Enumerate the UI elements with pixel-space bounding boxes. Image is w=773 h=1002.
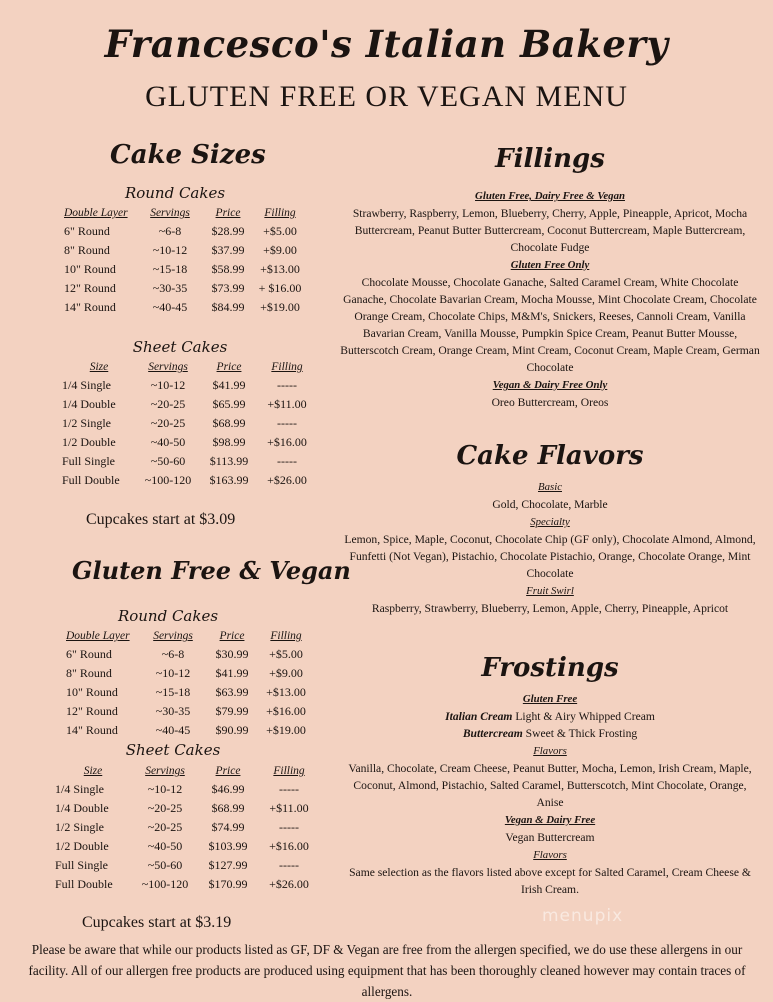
servings-cell: ~10-12 xyxy=(150,378,186,392)
fillings-gf-df-vegan-list: Strawberry, Raspberry, Lemon, Blueberry, Cherry, Apple, Pineapple, Apricot, Mocha Buttercream, Peanut Butter Buttercream, Coconut Buttercream, Maple Buttercream, Chocolate Fudge xyxy=(352,207,748,254)
filling-cell: +$16.00 xyxy=(266,704,306,718)
column-header: Price xyxy=(219,630,245,642)
gf-sheet-cakes-table xyxy=(55,762,321,894)
table-row xyxy=(55,818,321,837)
size-cell: 1/2 Double xyxy=(62,435,116,449)
filling-cell: +$26.00 xyxy=(267,473,307,487)
frostings-vegan-flavors-label: Flavors xyxy=(533,849,567,861)
table-row xyxy=(55,875,321,894)
allergen-disclaimer: Please be aware that while our products listed as GF, DF & Vegan are free from the allergen specified, we do use these allergens in our facility. All of our allergen free products are produced using equipment that has been thoroughly cleaned however may contain traces of allergens. xyxy=(28,942,746,999)
column-header: Price xyxy=(215,207,241,219)
table-row xyxy=(64,241,304,260)
table-header-row xyxy=(55,762,321,780)
column-header: Filling xyxy=(271,361,303,373)
flavors-fruit-swirl-label: Fruit Swirl xyxy=(526,585,574,597)
buttercream-desc: Sweet & Thick Frosting xyxy=(525,727,638,740)
table-row xyxy=(55,799,321,818)
size-cell: Full Double xyxy=(62,473,120,487)
table-row xyxy=(66,721,312,740)
flavors-specialty-list: Lemon, Spice, Maple, Coconut, Chocolate Chip (GF only), Chocolate Almond, Almond, Funfetti (Not Vegan), Pistachio, Chocolate Pistachio, Orange, Chocolate Orange, Mint Chocolate xyxy=(344,533,756,580)
frostings-gf-label: Gluten Free xyxy=(522,693,578,705)
filling-cell: ----- xyxy=(277,416,297,430)
table-row xyxy=(62,414,316,433)
filling-cell: +$19.00 xyxy=(260,300,300,314)
servings-cell: ~40-45 xyxy=(152,300,188,314)
filling-cell: +$9.00 xyxy=(263,243,297,257)
fillings-vegan-df-label: Vegan & Dairy Free Only xyxy=(492,379,608,391)
cake-flavors-heading: Cake Flavors xyxy=(456,441,644,471)
flavors-specialty-label: Specialty xyxy=(530,516,570,528)
column-header: Double Layer xyxy=(64,207,128,219)
fillings-heading: Fillings xyxy=(495,144,605,174)
column-header: Size xyxy=(83,765,103,777)
price-cell: $28.99 xyxy=(211,224,245,238)
filling-cell: +$9.00 xyxy=(269,666,303,680)
filling-cell: +$11.00 xyxy=(269,801,309,815)
servings-cell: ~6-8 xyxy=(158,224,182,238)
price-cell: $58.99 xyxy=(211,262,245,276)
size-cell: Full Single xyxy=(55,858,109,872)
size-cell: 1/2 Double xyxy=(55,839,109,853)
frostings-flavors-label: Flavors xyxy=(533,745,567,757)
flavors-basic-label: Basic xyxy=(538,481,562,493)
sheet-cakes-title: Sheet Cakes xyxy=(132,338,228,356)
price-cell: $163.99 xyxy=(209,473,249,487)
price-cell: $98.99 xyxy=(212,435,246,449)
servings-cell: ~30-35 xyxy=(155,704,191,718)
table-header-row xyxy=(62,358,316,376)
frostings-vegan-list: Vegan Buttercream xyxy=(505,831,595,844)
size-cell: 14" Round xyxy=(66,723,118,737)
flavors-fruit-swirl-list: Raspberry, Strawberry, Blueberry, Lemon, Apple, Cherry, Pineapple, Apricot xyxy=(371,602,729,615)
gf-round-cakes-title: Round Cakes xyxy=(117,607,219,625)
size-cell: 10" Round xyxy=(64,262,116,276)
size-cell: Full Single xyxy=(62,454,116,468)
servings-cell: ~40-45 xyxy=(155,723,191,737)
size-cell: 6" Round xyxy=(66,647,112,661)
servings-cell: ~10-12 xyxy=(152,243,188,257)
price-cell: $68.99 xyxy=(212,416,246,430)
price-cell: $37.99 xyxy=(211,243,245,257)
size-cell: 8" Round xyxy=(64,243,110,257)
table-row xyxy=(66,702,312,721)
table-row xyxy=(66,664,312,683)
servings-cell: ~100-120 xyxy=(141,877,189,891)
gf-sheet-cakes-title: Sheet Cakes xyxy=(125,741,221,759)
servings-cell: ~20-25 xyxy=(147,801,183,815)
size-cell: 1/4 Single xyxy=(55,782,105,796)
size-cell: 1/4 Double xyxy=(62,397,116,411)
servings-cell: ~40-50 xyxy=(147,839,183,853)
fillings-gf-df-vegan-label: Gluten Free, Dairy Free & Vegan xyxy=(475,190,625,202)
price-cell: $127.99 xyxy=(208,858,248,872)
price-cell: $41.99 xyxy=(215,666,249,680)
servings-cell: ~20-25 xyxy=(150,397,186,411)
fillings-section xyxy=(340,187,760,411)
column-header: Size xyxy=(89,361,109,373)
filling-cell: ----- xyxy=(277,378,297,392)
frostings-section xyxy=(340,690,760,898)
cupcakes-price-note: Cupcakes start at $3.09 xyxy=(86,511,236,528)
cake-flavors-section xyxy=(340,478,760,617)
filling-cell: +$16.00 xyxy=(267,435,307,449)
column-header: Servings xyxy=(153,630,193,642)
filling-cell: +$5.00 xyxy=(263,224,297,238)
filling-cell: +$11.00 xyxy=(267,397,307,411)
servings-cell: ~20-25 xyxy=(147,820,183,834)
frostings-vegan-label: Vegan & Dairy Free xyxy=(504,814,596,826)
servings-cell: ~30-35 xyxy=(152,281,188,295)
filling-cell: +$19.00 xyxy=(266,723,306,737)
filling-cell: ----- xyxy=(279,820,299,834)
table-header-row xyxy=(66,627,312,645)
filling-cell: ----- xyxy=(279,782,299,796)
table-row xyxy=(64,298,304,317)
cake-sizes-heading: Cake Sizes xyxy=(110,140,266,170)
round-cakes-table xyxy=(64,204,304,317)
price-cell: $113.99 xyxy=(209,454,249,468)
flavors-basic-list: Gold, Chocolate, Marble xyxy=(492,498,608,511)
filling-cell: +$16.00 xyxy=(269,839,309,853)
size-cell: 1/2 Single xyxy=(55,820,105,834)
price-cell: $46.99 xyxy=(211,782,245,796)
italian-cream-desc: Light & Airy Whipped Cream xyxy=(515,710,655,723)
table-row xyxy=(62,471,316,490)
filling-cell: +$5.00 xyxy=(269,647,303,661)
round-cakes-title: Round Cakes xyxy=(124,184,226,202)
size-cell: Full Double xyxy=(55,877,113,891)
price-cell: $68.99 xyxy=(211,801,245,815)
table-row xyxy=(66,645,312,664)
size-cell: 8" Round xyxy=(66,666,112,680)
size-cell: 6" Round xyxy=(64,224,110,238)
sheet-cakes-table xyxy=(62,358,316,490)
servings-cell: ~6-8 xyxy=(161,647,185,661)
servings-cell: ~15-18 xyxy=(155,685,191,699)
gf-vegan-heading: Gluten Free & Vegan xyxy=(72,556,351,585)
table-row xyxy=(62,433,316,452)
filling-cell: +$13.00 xyxy=(266,685,306,699)
table-header-row xyxy=(64,204,304,222)
price-cell: $63.99 xyxy=(215,685,249,699)
table-row xyxy=(64,279,304,298)
table-row xyxy=(62,452,316,471)
fillings-gf-only-list: Chocolate Mousse, Chocolate Ganache, Salted Caramel Cream, White Chocolate Ganache, Chocolate Bavarian Cream, Mocha Mousse, Mint Chocolate Cream, Chocolate Orange Cream, Chocolate Chips, M&M's, Snickers, Reeses, Cannoli Cream, Vanilla Bavarian Cream, Vanilla Mousse, Pumpkin Spice Cream, Peanut Butter Mousse, Butterscotch Cream, Orange Cream, Mint Cream, Coconut Cream, Maple Cream, German Chocolate xyxy=(340,276,760,374)
servings-cell: ~50-60 xyxy=(147,858,183,872)
column-header: Filling xyxy=(270,630,302,642)
price-cell: $170.99 xyxy=(208,877,248,891)
size-cell: 1/4 Single xyxy=(62,378,112,392)
bakery-name: Francesco's Italian Bakery xyxy=(104,22,669,66)
servings-cell: ~100-120 xyxy=(144,473,192,487)
filling-cell: ----- xyxy=(279,858,299,872)
buttercream-name: Buttercream xyxy=(462,727,523,740)
column-header: Servings xyxy=(145,765,185,777)
price-cell: $74.99 xyxy=(211,820,245,834)
price-cell: $65.99 xyxy=(212,397,246,411)
servings-cell: ~20-25 xyxy=(150,416,186,430)
column-header: Filling xyxy=(264,207,296,219)
filling-cell: +$13.00 xyxy=(260,262,300,276)
servings-cell: ~50-60 xyxy=(150,454,186,468)
column-header: Servings xyxy=(150,207,190,219)
price-cell: $41.99 xyxy=(212,378,246,392)
size-cell: 1/2 Single xyxy=(62,416,112,430)
price-cell: $90.99 xyxy=(215,723,249,737)
table-row xyxy=(62,395,316,414)
fillings-gf-only-label: Gluten Free Only xyxy=(510,259,590,271)
size-cell: 10" Round xyxy=(66,685,118,699)
size-cell: 1/4 Double xyxy=(55,801,109,815)
servings-cell: ~15-18 xyxy=(152,262,188,276)
size-cell: 14" Round xyxy=(64,300,116,314)
filling-cell: ----- xyxy=(277,454,297,468)
column-header: Filling xyxy=(273,765,305,777)
table-row xyxy=(66,683,312,702)
price-cell: $73.99 xyxy=(211,281,245,295)
frostings-flavors-list: Vanilla, Chocolate, Cream Cheese, Peanut Butter, Mocha, Lemon, Irish Cream, Maple, Coconut, Almond, Pistachio, Salted Caramel, Butterscotch, Mint Chocolate, Orange, Anise xyxy=(348,762,752,809)
gf-round-cakes-table xyxy=(66,627,312,740)
servings-cell: ~10-12 xyxy=(147,782,183,796)
table-row xyxy=(62,376,316,395)
watermark: menupix xyxy=(542,906,624,926)
price-cell: $79.99 xyxy=(215,704,249,718)
table-row xyxy=(55,837,321,856)
servings-cell: ~40-50 xyxy=(150,435,186,449)
frostings-heading: Frostings xyxy=(481,653,619,683)
table-row xyxy=(55,780,321,799)
filling-cell: + $16.00 xyxy=(258,281,302,295)
fillings-vegan-df-list: Oreo Buttercream, Oreos xyxy=(491,396,609,409)
table-row xyxy=(64,260,304,279)
column-header: Price xyxy=(215,765,241,777)
column-header: Price xyxy=(216,361,242,373)
column-header: Servings xyxy=(148,361,188,373)
frostings-vegan-flavors-list: Same selection as the flavors listed above except for Salted Caramel, Cream Cheese & Irish Cream. xyxy=(349,866,751,896)
table-row xyxy=(55,856,321,875)
column-header: Double Layer xyxy=(66,630,130,642)
price-cell: $30.99 xyxy=(215,647,249,661)
italian-cream-name: Italian Cream xyxy=(445,710,513,723)
price-cell: $84.99 xyxy=(211,300,245,314)
menu-title: GLUTEN FREE OR VEGAN MENU xyxy=(145,80,628,113)
filling-cell: +$26.00 xyxy=(269,877,309,891)
gf-cupcakes-price-note: Cupcakes start at $3.19 xyxy=(82,914,232,931)
size-cell: 12" Round xyxy=(64,281,116,295)
table-row xyxy=(64,222,304,241)
size-cell: 12" Round xyxy=(66,704,118,718)
servings-cell: ~10-12 xyxy=(155,666,191,680)
price-cell: $103.99 xyxy=(208,839,248,853)
